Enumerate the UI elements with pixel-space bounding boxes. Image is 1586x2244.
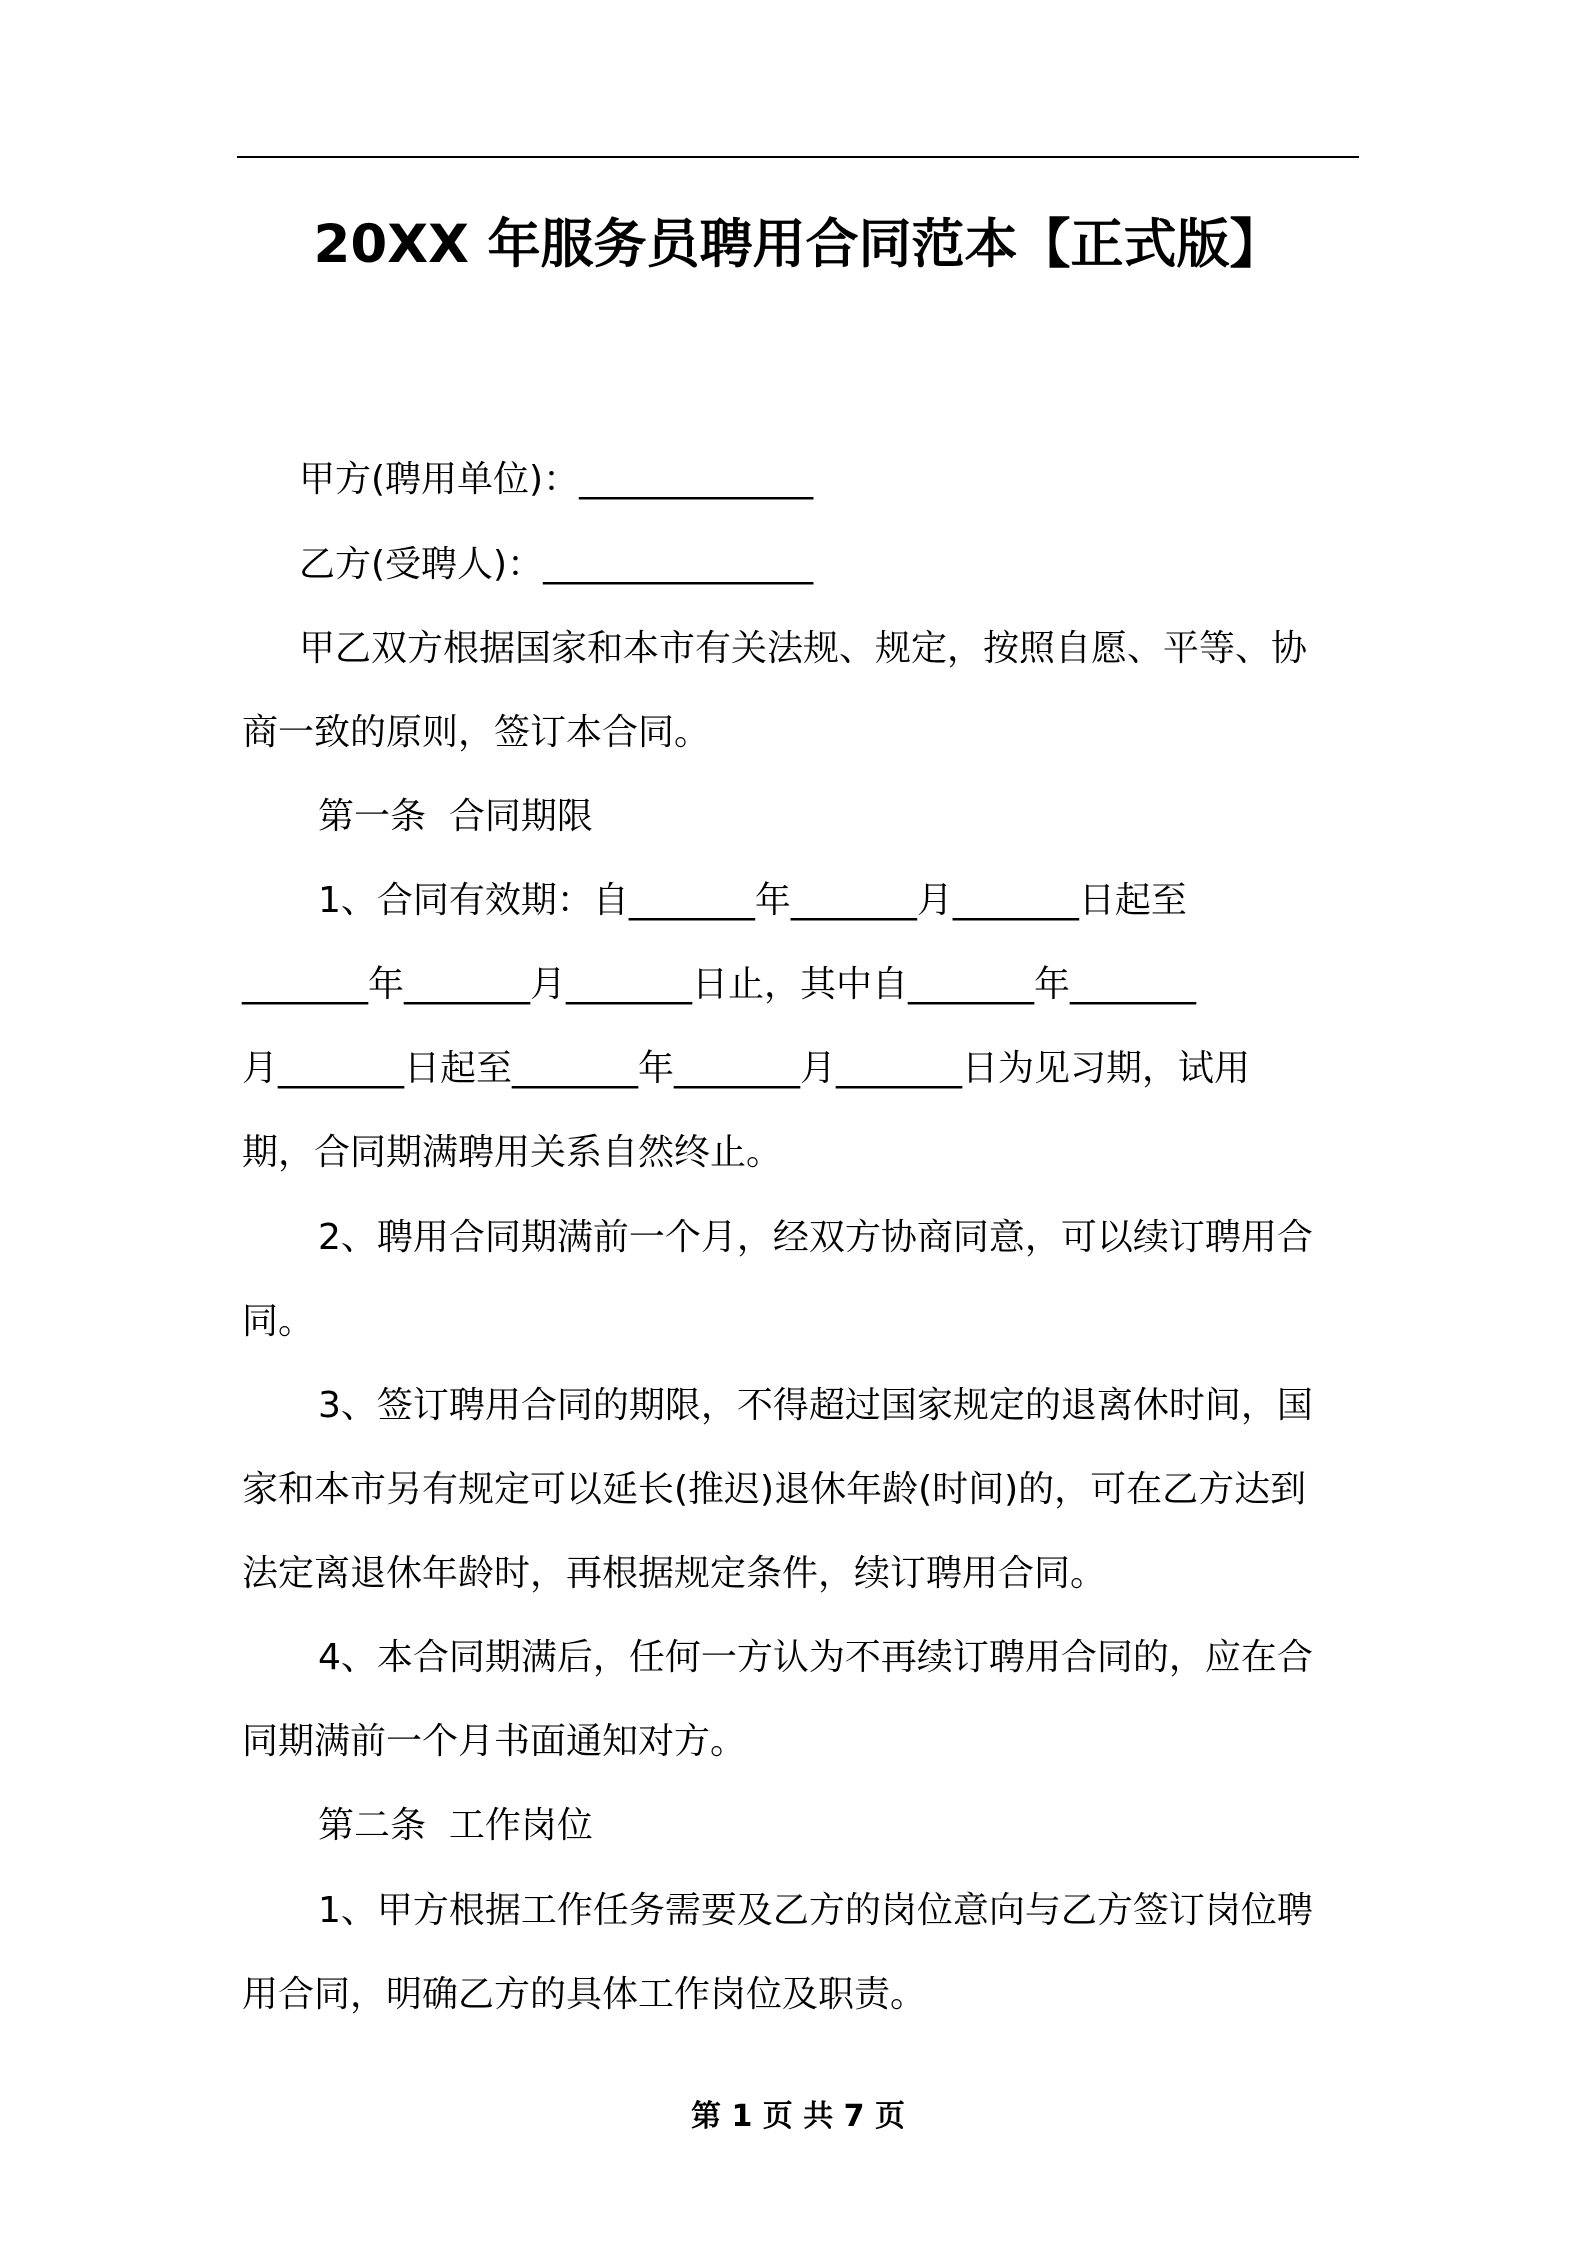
- paragraph-line: 同。: [242, 1301, 315, 1342]
- paragraph-line: 法定离退休年龄时，再根据规定条件，续订聘用合同。: [242, 1553, 1107, 1594]
- paragraph-line: 商一致的原则，签订本合同。: [242, 712, 711, 753]
- paragraph-line: 1、甲方根据工作任务需要及乙方的岗位意向与乙方签订岗位聘: [318, 1890, 1313, 1931]
- paragraph-line: 4、本合同期满后，任何一方认为不再续订聘用合同的，应在合: [318, 1637, 1313, 1678]
- paragraph-line: 同期满前一个月书面通知对方。: [242, 1721, 747, 1762]
- paragraph-line: 用合同，明确乙方的具体工作岗位及职责。: [242, 1974, 927, 2015]
- paragraph-line: 2、聘用合同期满前一个月，经双方协商同意，可以续订聘用合: [318, 1217, 1313, 1258]
- header-rule: [237, 156, 1359, 158]
- document-title: 20XX 年服务员聘用合同范本【正式版】: [313, 214, 1283, 275]
- party-a-line: 甲方(聘用单位)：_____________: [299, 459, 814, 500]
- paragraph-line: 1、合同有效期：自_______年_______月_______日起至: [318, 880, 1187, 921]
- article-heading: 第一条 合同期限: [318, 796, 593, 837]
- paragraph-line: _______年_______月_______日止，其中自_______年_______: [242, 964, 1197, 1005]
- paragraph-line: 月_______日起至_______年_______月_______日为见习期，试用: [242, 1048, 1251, 1089]
- paragraph-line: 3、签订聘用合同的期限，不得超过国家规定的退离休时间，国: [318, 1385, 1313, 1426]
- paragraph-line: 家和本市另有规定可以延长(推迟)退休年龄(时间)的，可在乙方达到: [242, 1469, 1307, 1510]
- paragraph-line: 期，合同期满聘用关系自然终止。: [242, 1132, 783, 1173]
- party-b-line: 乙方(受聘人)：_______________: [299, 544, 814, 585]
- paragraph-line: 甲乙双方根据国家和本市有关法规、规定，按照自愿、平等、协: [299, 628, 1308, 669]
- article-heading: 第二条 工作岗位: [318, 1805, 593, 1846]
- page-footer: 第 1 页 共 7 页: [691, 2099, 905, 2134]
